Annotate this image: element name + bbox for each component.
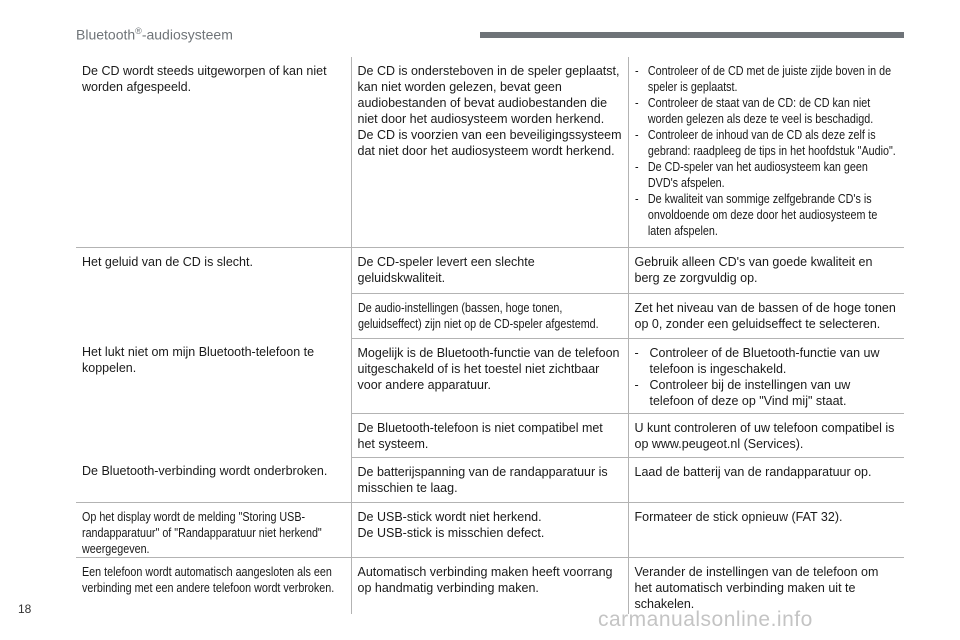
table-row <box>76 502 904 557</box>
header-rule <box>480 32 904 38</box>
solution-list-item: - Controleer of de Bluetooth-functie van uw telefoon is ingeschakeld. <box>635 345 899 377</box>
cause-cell <box>351 57 628 247</box>
solution-text: Verander de instellingen van de telefoon om het automatisch verbinding maken uit te schakelen. <box>634 564 879 611</box>
problem-text: Een telefoon wordt automatisch aangesloten als een verbinding met een andere telefoon wordt verbroken. <box>82 564 335 595</box>
problem-cell <box>76 502 351 557</box>
cause-text: Automatisch verbinding maken heeft voorrang op handmatig verbinding maken. <box>357 564 613 595</box>
problem-text: De CD wordt steeds uitgeworpen of kan niet worden afgespeeld. <box>82 64 327 94</box>
watermark: carmanualsonline.info <box>598 608 813 631</box>
solution-cell <box>628 247 904 293</box>
solution-list-item: - Controleer bij de instellingen van uw telefoon of deze op "Vind mij" staat. <box>635 377 899 409</box>
cause-text: De CD is ondersteboven in de speler geplaatst, kan niet worden gelezen, bevat geen audiobestanden of bevat audiobestanden die niet door het audiosysteem worden herkend. <box>357 64 620 126</box>
cause-cell <box>351 293 628 338</box>
cause-text: De CD-speler levert een slechte geluidskwaliteit. <box>357 254 535 285</box>
solution-list-item: - De CD-speler van het audiosysteem kan geen DVD's afspelen. <box>635 159 898 191</box>
header-title-suffix: -audiosysteem <box>141 26 233 43</box>
cause-text: De batterijspanning van de randapparatuur is misschien te laag. <box>357 464 608 495</box>
page-number: 18 <box>18 602 32 616</box>
page-header-title <box>76 26 233 43</box>
troubleshooting-table <box>76 57 904 614</box>
solution-text: Formateer de stick opnieuw (FAT 32). <box>634 509 843 524</box>
solution-cell <box>628 293 904 338</box>
cause-cell <box>351 557 628 614</box>
solution-cell <box>628 557 904 614</box>
header-title-text: Bluetooth <box>76 26 136 43</box>
cause-cell <box>351 247 628 293</box>
problem-cell <box>76 57 351 247</box>
registered-mark: ® <box>135 26 142 36</box>
problem-cell <box>76 457 351 502</box>
cause-text: De USB-stick wordt niet herkend. <box>357 509 542 524</box>
table-row <box>76 338 904 413</box>
table-row <box>76 57 904 247</box>
solution-cell <box>628 57 904 247</box>
solution-list <box>635 345 899 409</box>
solution-text: Gebruik alleen CD's van goede kwaliteit en berg ze zorgvuldig op. <box>634 254 873 285</box>
cause-cell <box>351 413 628 457</box>
solution-list <box>635 63 898 239</box>
solution-text: Zet het niveau van de bassen of de hoge tonen op 0, zonder een geluidseffect te selecteren. <box>634 300 896 331</box>
solution-list-item: - Controleer of de CD met de juiste zijde boven in de speler is geplaatst. <box>635 63 898 95</box>
solution-list-item: - Controleer de staat van de CD: de CD kan niet worden gelezen als deze te veel is beschadigd. <box>635 95 898 127</box>
cause-cell <box>351 457 628 502</box>
solution-list-item: - Controleer de inhoud van de CD als deze zelf is gebrand: raadpleeg de tips in het hoofdstuk "Audio". <box>635 127 898 159</box>
condensed-wrapper <box>635 63 898 239</box>
problem-text: Het lukt niet om mijn Bluetooth-telefoon te koppelen. <box>82 345 315 375</box>
problem-text: Op het display wordt de melding "Storing USB-randapparatuur" of "Randapparatuur niet herkend" weergegeven. <box>82 509 322 556</box>
cause-text: De audio-instellingen (bassen, hoge tonen, geluidseffect) zijn niet op de CD-speler afgestemd. <box>357 300 599 331</box>
problem-text: Het geluid van de CD is slecht. <box>82 254 253 269</box>
solution-cell <box>628 457 904 502</box>
solution-text: U kunt controleren of uw telefoon compatibel is op www.peugeot.nl (Services). <box>634 420 895 451</box>
solution-cell <box>628 413 904 457</box>
table-row <box>76 247 904 293</box>
problem-cell <box>76 247 351 338</box>
cause-cell <box>351 338 628 413</box>
cause-text: De USB-stick is misschien defect. <box>357 525 545 540</box>
solution-cell <box>628 502 904 557</box>
solution-cell <box>628 338 904 413</box>
problem-text: De Bluetooth-verbinding wordt onderbroken. <box>82 464 328 478</box>
cause-text: De Bluetooth-telefoon is niet compatibel met het systeem. <box>357 420 603 451</box>
table-row <box>76 457 904 502</box>
cause-text: Mogelijk is de Bluetooth-functie van de telefoon uitgeschakeld of is het toestel niet zichtbaar voor andere apparatuur. <box>357 345 620 392</box>
solution-text: Laad de batterij van de randapparatuur op. <box>634 464 872 479</box>
cause-cell <box>351 502 628 557</box>
cause-text: De CD is voorzien van een beveiligingssysteem dat niet door het audiosysteem wordt herkend. <box>357 128 622 158</box>
solution-list-item: - De kwaliteit van sommige zelfgebrande CD's is onvoldoende om deze door het audiosysteem te laten afspelen. <box>635 191 898 239</box>
problem-cell <box>76 338 351 457</box>
problem-cell <box>76 557 351 614</box>
table-row <box>76 557 904 614</box>
